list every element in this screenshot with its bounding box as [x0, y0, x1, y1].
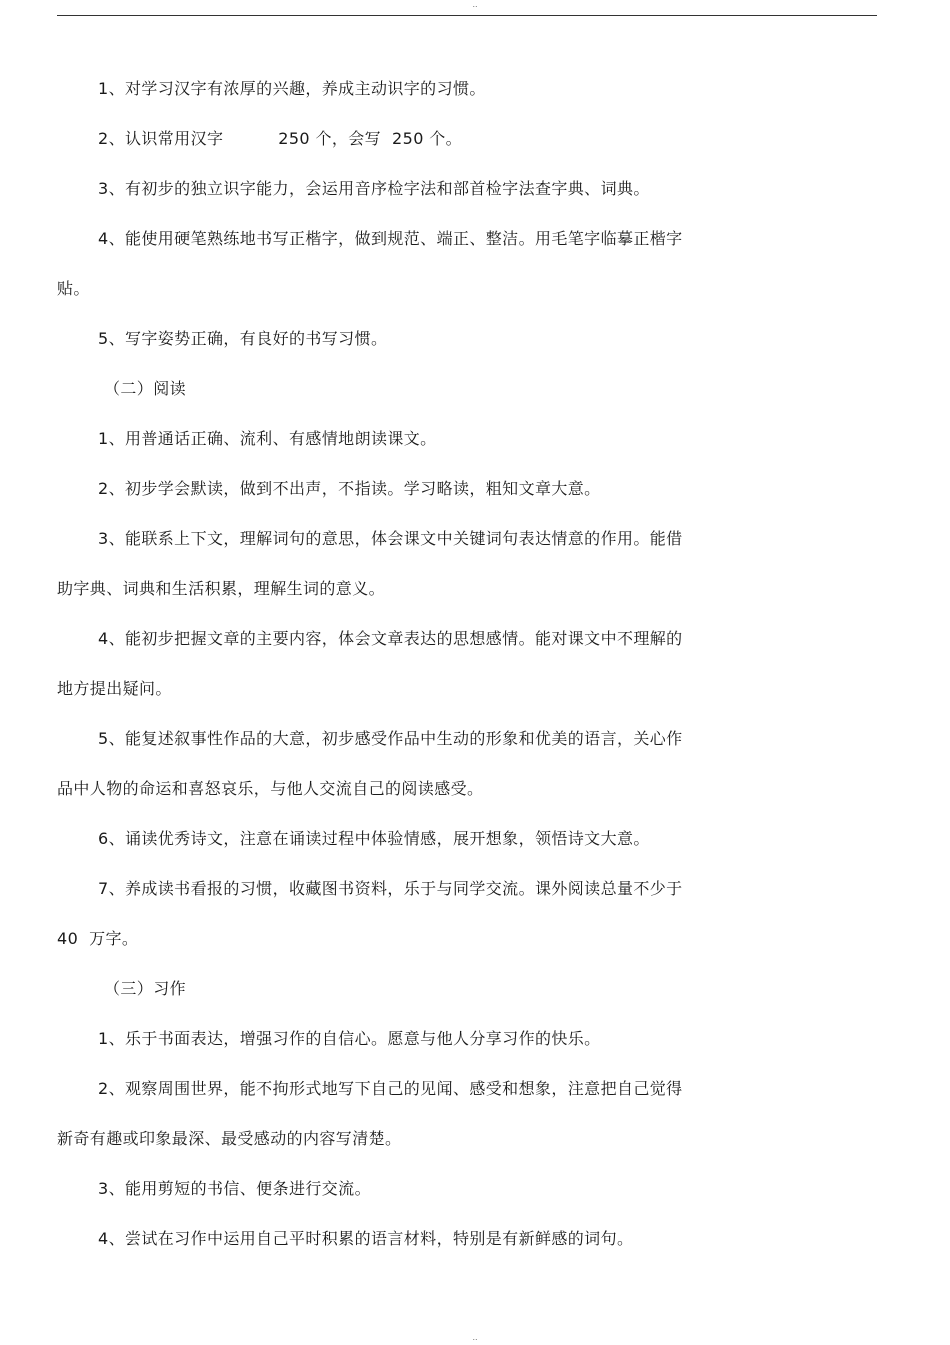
paragraph-line: 7、养成读书看报的习惯，收藏图书资料，乐于与同学交流。课外阅读总量不少于 — [98, 879, 683, 898]
paragraph-continuation: 贴。 — [57, 279, 90, 298]
paragraph-line: 1、乐于书面表达，增强习作的自信心。愿意与他人分享习作的快乐。 — [98, 1029, 601, 1048]
header-rule — [57, 15, 877, 16]
paragraph-continuation: 地方提出疑问。 — [57, 679, 172, 698]
paragraph-line: 4、尝试在习作中运用自己平时积累的语言材料，特别是有新鲜感的词句。 — [98, 1229, 634, 1248]
paragraph-line: 4、能使用硬笔熟练地书写正楷字，做到规范、端正、整洁。用毛笔字临摹正楷字 — [98, 229, 683, 248]
page-footer-marker: .. — [472, 1333, 478, 1342]
paragraph-continuation: 品中人物的命运和喜怒哀乐，与他人交流自己的阅读感受。 — [57, 779, 484, 798]
paragraph-continuation: 助字典、词典和生活积累，理解生词的意义。 — [57, 579, 386, 598]
paragraph-line: 2、认识常用汉字 250 个，会写 250 个。 — [98, 129, 463, 148]
document-body — [57, 64, 697, 1264]
paragraph-line: 5、写字姿势正确，有良好的书写习惯。 — [98, 329, 388, 348]
paragraph-line: 4、能初步把握文章的主要内容，体会文章表达的思想感情。能对课文中不理解的 — [98, 629, 683, 648]
paragraph-line: 3、能联系上下文，理解词句的意思，体会课文中关键词句表达情意的作用。能借 — [98, 529, 683, 548]
paragraph-line: 5、能复述叙事性作品的大意，初步感受作品中生动的形象和优美的语言，关心作 — [98, 729, 683, 748]
paragraph-line: 1、对学习汉字有浓厚的兴趣，养成主动识字的习惯。 — [98, 79, 486, 98]
paragraph-line: 2、初步学会默读，做到不出声，不指读。学习略读，粗知文章大意。 — [98, 479, 601, 498]
page-header-marker: .. — [472, 0, 478, 9]
paragraph-continuation: 40 万字。 — [57, 929, 139, 948]
paragraph-line: 2、观察周围世界，能不拘形式地写下自己的见闻、感受和想象，注意把自己觉得 — [98, 1079, 683, 1098]
section-heading-writing: （三）习作 — [104, 979, 187, 998]
paragraph-line: 6、诵读优秀诗文，注意在诵读过程中体验情感，展开想象，领悟诗文大意。 — [98, 829, 650, 848]
section-heading-reading: （二）阅读 — [104, 379, 187, 398]
paragraph-line: 3、有初步的独立识字能力，会运用音序检字法和部首检字法查字典、词典。 — [98, 179, 650, 198]
paragraph-continuation: 新奇有趣或印象最深、最受感动的内容写清楚。 — [57, 1129, 402, 1148]
paragraph-line: 1、用普通话正确、流利、有感情地朗读课文。 — [98, 429, 437, 448]
paragraph-line: 3、能用剪短的书信、便条进行交流。 — [98, 1179, 371, 1198]
